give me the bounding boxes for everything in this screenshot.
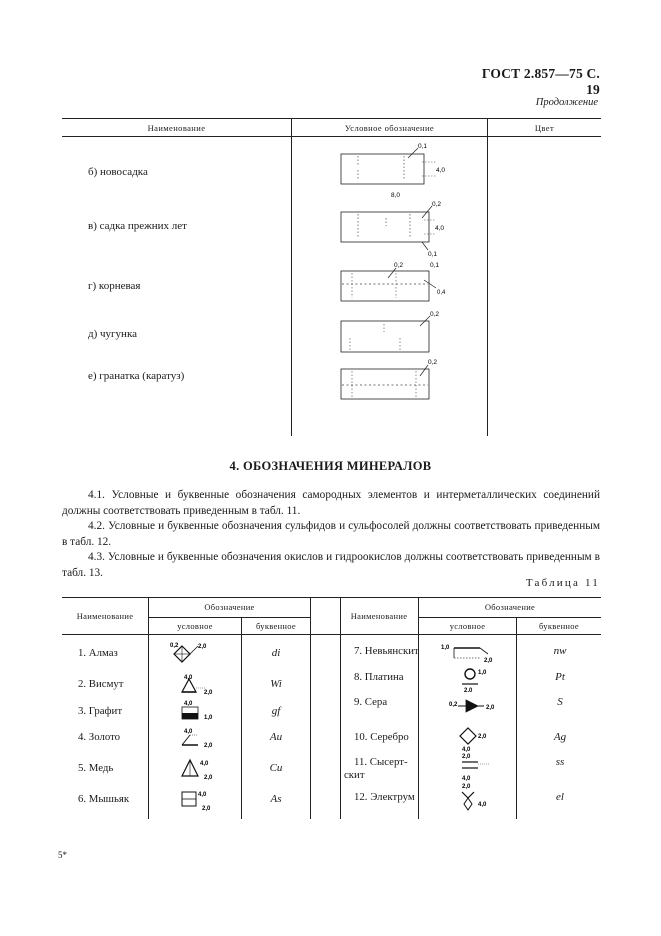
mineral-name: 11. Сысерт- (354, 756, 408, 768)
mineral-name: 7. Невьянскит (354, 645, 419, 657)
dim-label: 4,0 (462, 776, 471, 782)
symbol-chugunka (336, 308, 448, 356)
dim-label: 2,0 (478, 734, 487, 740)
mineral-symbol-nevyanskite (440, 640, 502, 664)
table-col-divider (487, 118, 488, 436)
row-label-g: г) корневая (88, 280, 141, 292)
letter-code: Cu (269, 762, 283, 774)
mineral-symbol-silver (458, 724, 500, 752)
mineral-name: 12. Электрум (354, 791, 415, 803)
table-col-divider (340, 597, 341, 819)
header-letter-left: буквенное (255, 621, 297, 631)
table-caption: Таблица 11 (525, 577, 600, 589)
dim-label: 2,0 (462, 754, 471, 760)
mineral-name: 10. Серебро (354, 731, 409, 743)
dim-label: 4,0 (462, 747, 471, 752)
dim-label: 2,0 (486, 705, 495, 711)
dim-label: 2,0 (204, 775, 213, 781)
letter-code: S (557, 696, 563, 708)
row-label-b: б) новосадка (88, 166, 148, 178)
mineral-name: 2. Висмут (78, 678, 124, 690)
mineral-symbol-sysertskite (458, 752, 500, 782)
dim-label: 0,2 (449, 702, 458, 708)
paragraph-text: 4.3. Условные и буквенные обозначения окислов и гидроокислов должны соответствовать приведенным в табл. 13. (62, 551, 600, 579)
symbol-sadka-prezhnikh-let (336, 198, 448, 260)
letter-code: As (270, 793, 282, 805)
mineral-symbol-arsenic (178, 786, 222, 812)
dim-label: 4,0 (200, 761, 209, 767)
mineral-symbol-copper (178, 754, 222, 782)
mineral-name: 3. Графит (78, 705, 123, 717)
paragraph-text: 4.2. Условные и буквенные обозначения сульфидов и сульфосолей должны соответствовать приведенным в табл. 12. (62, 520, 600, 548)
mineral-symbol-gold (176, 725, 222, 751)
column-header-color: Цвет (534, 123, 555, 133)
dim-label: 1,0 (441, 645, 450, 651)
dim-label: 2,0 (198, 644, 207, 650)
letter-code: Ag (553, 731, 567, 743)
table-col-divider (516, 617, 517, 819)
table-rule-sub (148, 617, 310, 618)
continuation-label: Продолжение (535, 97, 598, 108)
dim-label: 4,0 (198, 792, 207, 798)
dim-label: 2,0 (204, 743, 213, 749)
dim-label: 4,0 (184, 675, 193, 681)
dim-label: 0,2 (428, 359, 438, 366)
dim-label: 4,0 (184, 729, 193, 735)
dim-label: 1,0 (204, 715, 213, 721)
section-heading: 4. ОБОЗНАЧЕНИЯ МИНЕРАЛОВ (229, 459, 432, 473)
header-name-right: Наименование (350, 611, 408, 621)
row-label-e: е) гранатка (каратуз) (88, 370, 185, 382)
dim-label: 2,0 (202, 806, 211, 812)
mineral-name: 4. Золото (78, 731, 121, 743)
header-conventional-left: условное (177, 621, 213, 631)
table-rule-header (62, 136, 601, 137)
dim-label: 8,0 (391, 192, 401, 199)
dim-label: 4,0 (478, 802, 487, 808)
dim-label: 4,0 (435, 225, 445, 232)
dim-label: 0,1 (430, 262, 440, 269)
header-letter-right: буквенное (538, 621, 580, 631)
symbol-granatka (336, 356, 448, 402)
table-rule-top (62, 118, 601, 119)
mineral-name: скит (344, 769, 365, 781)
letter-code: el (556, 791, 564, 803)
mineral-name: 9. Сера (354, 696, 388, 708)
header-designation-left: Обозначение (204, 602, 255, 612)
symbol-kornevaya (336, 258, 452, 304)
mineral-symbol-platinum (460, 664, 500, 692)
mineral-symbol-bismuth (176, 672, 222, 698)
mineral-symbol-electrum (458, 782, 500, 816)
dim-label: 4,0 (184, 701, 193, 707)
paragraph-4-1 (62, 488, 600, 519)
row-label-d: д) чугунка (88, 328, 138, 340)
column-header-name: Наименование (147, 123, 206, 133)
dim-label: 0,2 (170, 643, 179, 649)
letter-code: Pt (555, 671, 565, 683)
letter-code: Wi (270, 678, 282, 690)
paragraph-text: 4.1. Условные и буквенные обозначения самородных элементов и интерметаллических соединений должны соответствовать приведенным в табл. 11. (62, 489, 600, 517)
dim-label: 0,2 (430, 311, 440, 318)
dim-label: 0,2 (432, 201, 442, 208)
mineral-symbol-graphite (176, 698, 222, 722)
dim-label: 0,1 (418, 143, 428, 150)
mineral-name: 6. Мышьяк (78, 793, 130, 805)
letter-code: di (271, 647, 281, 659)
mineral-name: 8. Платина (354, 671, 404, 683)
mineral-name: 5. Медь (78, 762, 114, 774)
mineral-symbol-sulfur (448, 694, 500, 718)
header-name-left: Наименование (76, 611, 134, 621)
table-rule-header (62, 634, 601, 635)
header-conventional-right: условное (449, 621, 486, 631)
dim-label: 2,0 (464, 688, 473, 692)
paragraph-4-2 (62, 519, 600, 550)
letter-code: gf (271, 705, 281, 717)
mineral-name: 1. Алмаз (78, 647, 118, 659)
dim-label: 2,0 (484, 658, 493, 664)
dim-label: 2,0 (204, 690, 213, 696)
row-label-v: в) садка прежних лет (88, 220, 187, 232)
dim-label: 2,0 (462, 784, 471, 790)
dim-label: 0,1 (428, 251, 438, 258)
dim-label: 0,2 (394, 262, 404, 269)
dim-label: 4,0 (436, 167, 446, 174)
letter-code: nw (553, 645, 567, 657)
page-header-title: ГОСТ 2.857—75 С. 19 (481, 66, 600, 97)
table-col-divider (291, 118, 292, 436)
dim-label: 1,0 (478, 670, 487, 676)
table-rule-top (62, 597, 601, 598)
mineral-symbol-diamond (168, 640, 218, 670)
symbol-novosadka (336, 140, 448, 202)
column-header-symbol: Условное обозначение (344, 123, 435, 133)
letter-code: ss (555, 756, 565, 768)
dim-label: 0,4 (437, 290, 446, 296)
letter-code: Au (269, 731, 283, 743)
page-footer-mark: 5* (58, 850, 67, 860)
table-rule-sub (418, 617, 601, 618)
header-designation-right: Обозначение (484, 602, 536, 612)
